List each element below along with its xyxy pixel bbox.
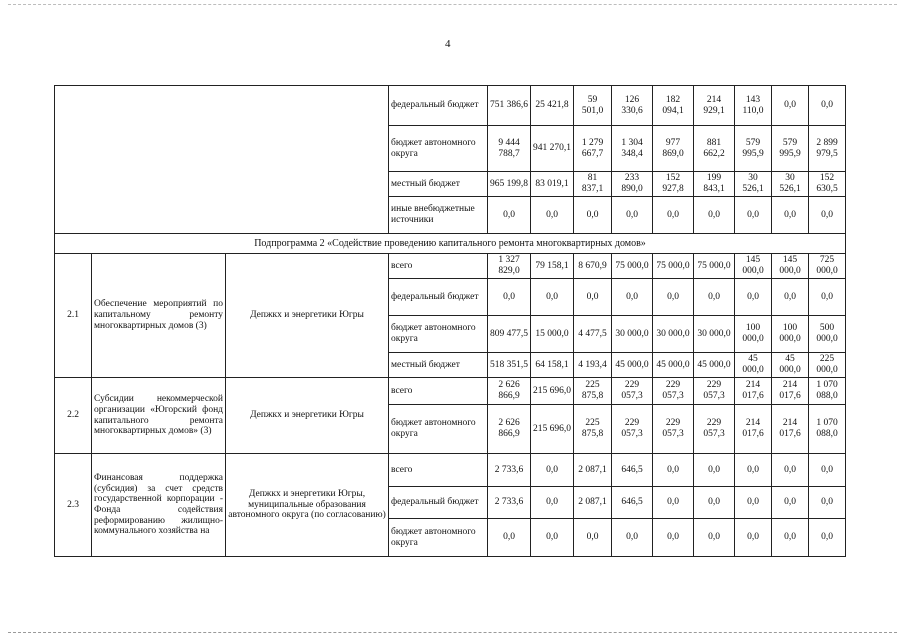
value-cell: 45 000,0 (772, 353, 809, 378)
value-cell: 751 386,6 (488, 86, 531, 126)
value-cell: 0,0 (735, 454, 772, 487)
value-cell: 579 995,9 (772, 126, 809, 172)
value-cell: 233 890,0 (612, 172, 653, 197)
value-cell: 229 057,3 (653, 378, 694, 405)
value-cell: 229 057,3 (653, 405, 694, 454)
item-executor: Депжкх и энергетики Югры, муниципальные образования автономного округа (по согласованию) (226, 454, 389, 557)
value-cell: 30 526,1 (735, 172, 772, 197)
value-cell: 0,0 (488, 197, 531, 234)
source-cell: местный бюджет (389, 172, 488, 197)
value-cell: 0,0 (772, 86, 809, 126)
value-cell: 30 526,1 (772, 172, 809, 197)
value-cell: 1 070 088,0 (809, 378, 846, 405)
value-cell: 75 000,0 (653, 254, 694, 279)
value-cell: 229 057,3 (694, 378, 735, 405)
source-cell: иные внебюджетные источники (389, 197, 488, 234)
value-cell: 0,0 (653, 454, 694, 487)
value-cell: 579 995,9 (735, 126, 772, 172)
value-cell: 1 327 829,0 (488, 254, 531, 279)
value-cell: 0,0 (772, 519, 809, 557)
value-cell: 2 899 979,5 (809, 126, 846, 172)
value-cell: 0,0 (531, 279, 574, 316)
value-cell: 75 000,0 (612, 254, 653, 279)
value-cell: 646,5 (612, 487, 653, 519)
value-cell: 152 927,8 (653, 172, 694, 197)
value-cell: 965 199,8 (488, 172, 531, 197)
value-cell: 0,0 (653, 487, 694, 519)
value-cell: 0,0 (694, 519, 735, 557)
value-cell: 182 094,1 (653, 86, 694, 126)
value-cell: 45 000,0 (653, 353, 694, 378)
value-cell: 0,0 (531, 454, 574, 487)
value-cell: 0,0 (653, 279, 694, 316)
value-cell: 0,0 (612, 279, 653, 316)
value-cell: 225 875,8 (574, 405, 612, 454)
value-cell: 199 843,1 (694, 172, 735, 197)
value-cell: 81 837,1 (574, 172, 612, 197)
source-cell: федеральный бюджет (389, 86, 488, 126)
value-cell: 0,0 (809, 86, 846, 126)
bottom-scan-border (8, 632, 897, 633)
value-cell: 2 626 866,9 (488, 378, 531, 405)
value-cell: 0,0 (809, 279, 846, 316)
value-cell: 0,0 (531, 519, 574, 557)
source-cell: федеральный бюджет (389, 487, 488, 519)
source-cell: федеральный бюджет (389, 279, 488, 316)
value-cell: 0,0 (574, 279, 612, 316)
value-cell: 0,0 (653, 197, 694, 234)
value-cell: 145 000,0 (772, 254, 809, 279)
table-row (55, 86, 846, 126)
source-cell: бюджет автономного округа (389, 405, 488, 454)
value-cell: 45 000,0 (694, 353, 735, 378)
value-cell: 2 087,1 (574, 487, 612, 519)
item-name: Субсидии некоммерческой организации «Югорский фонд капитального ремонта многоквартирных домов» (3) (92, 378, 226, 454)
source-cell: бюджет автономного округа (389, 316, 488, 353)
value-cell: 0,0 (531, 197, 574, 234)
value-cell: 0,0 (735, 519, 772, 557)
value-cell: 64 158,1 (531, 353, 574, 378)
value-cell: 143 110,0 (735, 86, 772, 126)
source-cell: бюджет автономного округа (389, 126, 488, 172)
value-cell: 500 000,0 (809, 316, 846, 353)
value-cell: 214 017,6 (735, 405, 772, 454)
value-cell: 0,0 (488, 519, 531, 557)
item-number: 2.3 (55, 454, 92, 557)
value-cell: 0,0 (809, 519, 846, 557)
value-cell: 0,0 (809, 454, 846, 487)
value-cell: 0,0 (772, 454, 809, 487)
top-scan-border (8, 4, 897, 5)
value-cell: 126 330,6 (612, 86, 653, 126)
source-cell: бюджет автономного округа (389, 519, 488, 557)
item-executor: Депжкх и энергетики Югры (226, 378, 389, 454)
value-cell: 45 000,0 (735, 353, 772, 378)
source-cell: местный бюджет (389, 353, 488, 378)
value-cell: 2 733,6 (488, 454, 531, 487)
value-cell: 0,0 (694, 487, 735, 519)
page-number: 4 (445, 38, 451, 50)
value-cell: 0,0 (694, 279, 735, 316)
value-cell: 4 477,5 (574, 316, 612, 353)
value-cell: 145 000,0 (735, 254, 772, 279)
item-name: Обеспечение мероприятий по капитальному ремонту многоквартирных домов (3) (92, 254, 226, 378)
value-cell: 30 000,0 (612, 316, 653, 353)
value-cell: 83 019,1 (531, 172, 574, 197)
value-cell: 0,0 (735, 487, 772, 519)
value-cell: 0,0 (612, 519, 653, 557)
value-cell: 15 000,0 (531, 316, 574, 353)
value-cell: 0,0 (694, 454, 735, 487)
value-cell: 30 000,0 (694, 316, 735, 353)
value-cell: 215 696,0 (531, 378, 574, 405)
value-cell: 59 501,0 (574, 86, 612, 126)
value-cell: 0,0 (809, 487, 846, 519)
value-cell: 0,0 (809, 197, 846, 234)
value-cell: 0,0 (574, 519, 612, 557)
table-row (55, 378, 846, 405)
value-cell: 2 626 866,9 (488, 405, 531, 454)
value-cell: 0,0 (574, 197, 612, 234)
value-cell: 100 000,0 (735, 316, 772, 353)
value-cell: 0,0 (735, 197, 772, 234)
source-cell: всего (389, 454, 488, 487)
value-cell: 229 057,3 (612, 378, 653, 405)
value-cell: 1 070 088,0 (809, 405, 846, 454)
value-cell: 0,0 (488, 279, 531, 316)
value-cell: 0,0 (772, 279, 809, 316)
value-cell: 214 017,6 (772, 378, 809, 405)
value-cell: 229 057,3 (694, 405, 735, 454)
value-cell: 45 000,0 (612, 353, 653, 378)
table-row (55, 254, 846, 279)
item-number: 2.1 (55, 254, 92, 378)
value-cell: 4 193,4 (574, 353, 612, 378)
value-cell: 941 270,1 (531, 126, 574, 172)
value-cell: 0,0 (653, 519, 694, 557)
value-cell: 225 000,0 (809, 353, 846, 378)
value-cell: 30 000,0 (653, 316, 694, 353)
item-name: Финансовая поддержка (субсидия) за счет средств государственной корпорации - Фонда содействия реформированию жилищно-коммунального хозяйства на (92, 454, 226, 557)
blank-merged-cell (55, 86, 389, 234)
value-cell: 215 696,0 (531, 405, 574, 454)
value-cell: 0,0 (612, 197, 653, 234)
value-cell: 9 444 788,7 (488, 126, 531, 172)
value-cell: 646,5 (612, 454, 653, 487)
value-cell: 1 304 348,4 (612, 126, 653, 172)
value-cell: 229 057,3 (612, 405, 653, 454)
value-cell: 214 017,6 (735, 378, 772, 405)
value-cell: 0,0 (694, 197, 735, 234)
budget-table (54, 85, 846, 557)
value-cell: 214 017,6 (772, 405, 809, 454)
value-cell: 1 279 667,7 (574, 126, 612, 172)
value-cell: 214 929,1 (694, 86, 735, 126)
value-cell: 0,0 (772, 197, 809, 234)
value-cell: 725 000,0 (809, 254, 846, 279)
value-cell: 79 158,1 (531, 254, 574, 279)
table-row (55, 234, 846, 254)
value-cell: 152 630,5 (809, 172, 846, 197)
value-cell: 518 351,5 (488, 353, 531, 378)
value-cell: 100 000,0 (772, 316, 809, 353)
value-cell: 977 869,0 (653, 126, 694, 172)
value-cell: 75 000,0 (694, 254, 735, 279)
value-cell: 0,0 (531, 487, 574, 519)
item-executor: Депжкх и энергетики Югры (226, 254, 389, 378)
value-cell: 809 477,5 (488, 316, 531, 353)
table-row (55, 454, 846, 487)
value-cell: 2 087,1 (574, 454, 612, 487)
item-number: 2.2 (55, 378, 92, 454)
value-cell: 0,0 (772, 487, 809, 519)
value-cell: 25 421,8 (531, 86, 574, 126)
value-cell: 2 733,6 (488, 487, 531, 519)
subprogram-title: Подпрограмма 2 «Содействие проведению капитального ремонта многоквартирных домов» (55, 234, 846, 254)
source-cell: всего (389, 254, 488, 279)
value-cell: 8 670,9 (574, 254, 612, 279)
value-cell: 225 875,8 (574, 378, 612, 405)
source-cell: всего (389, 378, 488, 405)
value-cell: 881 662,2 (694, 126, 735, 172)
value-cell: 0,0 (735, 279, 772, 316)
